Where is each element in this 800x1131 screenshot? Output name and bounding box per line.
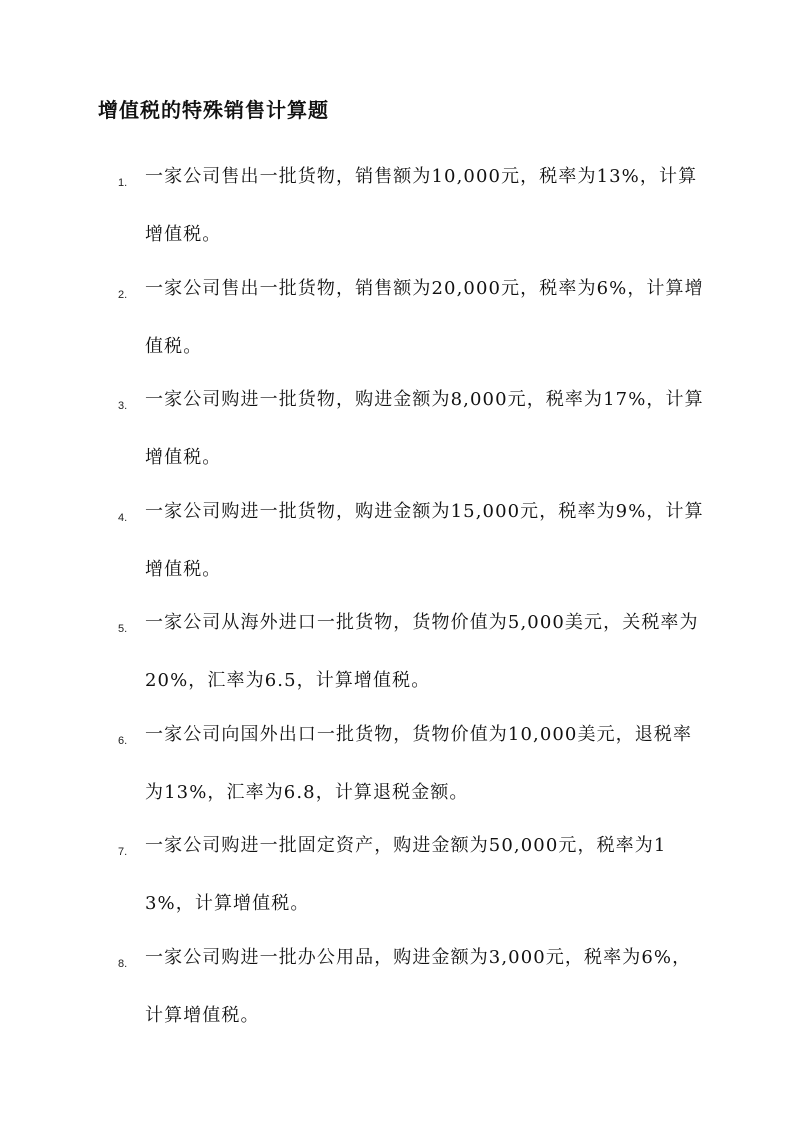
problem-item: [0, 162, 800, 252]
problem-item: [0, 831, 800, 921]
problem-item: [0, 385, 800, 475]
problem-item: [0, 497, 800, 587]
problem-text: 一家公司售出一批货物，销售额为20,000元，税率为6%，计算增值税。: [145, 278, 704, 357]
problem-number: 4.: [118, 512, 128, 524]
problem-text: 一家公司购进一批固定资产，购进金额为50,000元，税率为13%，计算增值税。: [145, 835, 667, 914]
problem-item: [0, 720, 800, 810]
problem-number: 1.: [118, 177, 128, 189]
problem-number: 8.: [118, 958, 128, 970]
problem-text: 一家公司售出一批货物，销售额为10,000元，税率为13%，计算增值税。: [145, 166, 698, 245]
problem-text: 一家公司向国外出口一批货物，货物价值为10,000美元，退税率为13%，汇率为6.8，计算退税金额。: [145, 724, 693, 803]
problem-item: [0, 943, 800, 1033]
problem-text: 一家公司购进一批货物，购进金额为8,000元，税率为17%，计算增值税。: [145, 389, 704, 468]
problem-number: 3.: [118, 400, 128, 412]
problem-text: 一家公司购进一批办公用品，购进金额为3,000元，税率为6%，计算增值税。: [145, 947, 692, 1026]
problem-item: [0, 274, 800, 364]
problem-text: 一家公司购进一批货物，购进金额为15,000元，税率为9%，计算增值税。: [145, 501, 704, 580]
problem-number: 7.: [118, 846, 128, 858]
problem-text: 一家公司从海外进口一批货物，货物价值为5,000美元，关税率为20%，汇率为6.5，计算增值税。: [145, 612, 699, 691]
problem-number: 5.: [118, 623, 128, 635]
problem-item: [0, 608, 800, 698]
problem-number: 2.: [118, 289, 128, 301]
problem-number: 6.: [118, 735, 128, 747]
document-title: 增值税的特殊销售计算题: [98, 98, 329, 122]
